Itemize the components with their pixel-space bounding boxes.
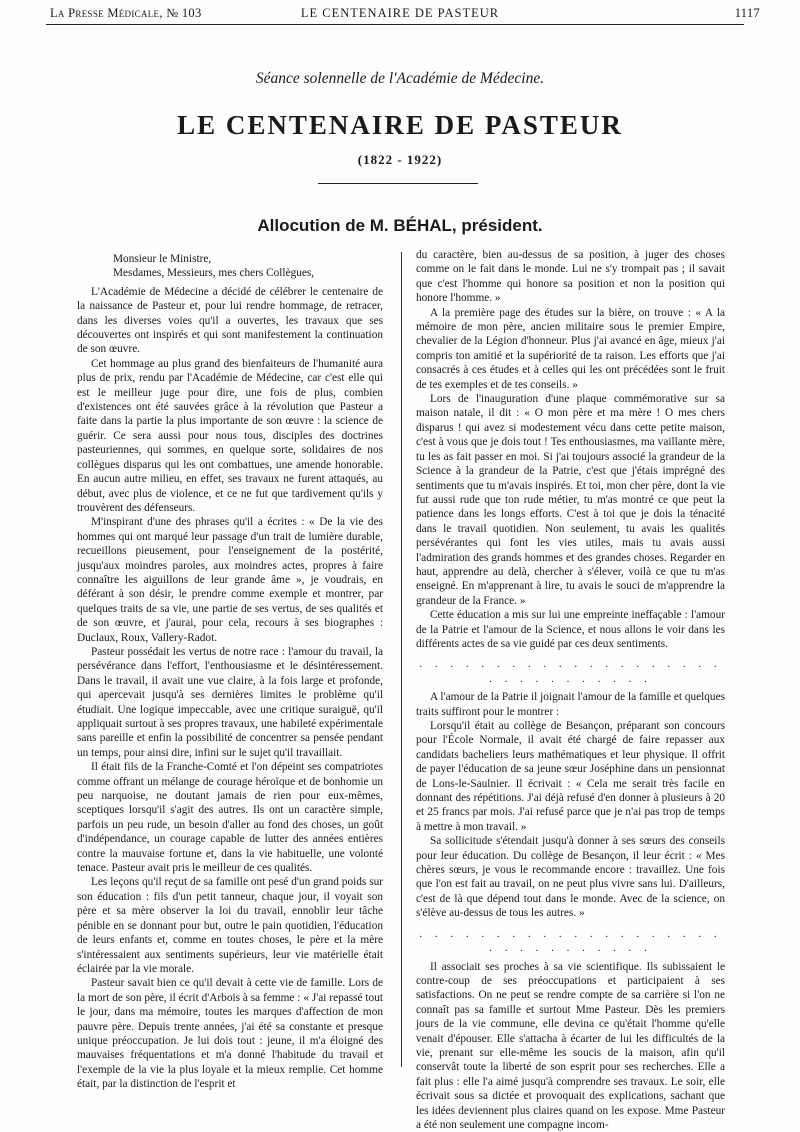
paragraph: A l'amour de la Patrie il joignait l'amour de la famille et quelques traits suffiront pour le montrer : [416,690,725,719]
paragraph: Cette éducation a mis sur lui une empreinte ineffaçable : l'amour de la Patrie et l'amour de la Science, et nous allons le voir dans les différents actes de sa vie guidé par ces deux sentiments. [416,608,725,651]
article-dates: (1822 - 1922) [0,152,800,168]
paragraph: Il associait ses proches à sa vie scientifique. Ils subissaient le contre-coup de ses préoccupations et participaient à ses satisfactions. On ne peut se rendre compte de sa carrière si l'on ne connaît pas sa famille et surtout Mme Pasteur. Dès les premiers jours de la vie commune, elle devina ce qu'était l'homme qu'elle venait d'épouser. Elle s'attacha à écarter de lui les difficultés de la vie, prenant sur elle-même les soucis de la maison, afin qu'il conservât toute la liberté de son esprit pour ses recherches. Elle a fait plus : elle l'a aimé jusqu'à comprendre ses travaux. Le soir, elle écrivait sous sa dictée et provoquait des explications, sachant que les idées deviennent plus claires quand on les expose. Mme Pasteur a été non seulement une compagne incom- [416,960,725,1132]
paragraph: Pasteur savait bien ce qu'il devait à cette vie de famille. Lors de la mort de son père, il écrit d'Arbois à sa femme : « J'ai repassé tout le jour, dans ma mémoire, toutes les marques d'affection de mon pauvre père. Depuis trente années, j'ai été sa constante et presque unique préoccupation. Je lui dois tout : jeune, il m'a éloigné des mauvaises fréquentations et m'a donné l'habitude du travail et l'exemple de la vie la plus loyale et la mieux remplie. Cet homme était, par la distinction de l'esprit et [77,976,383,1091]
section-dots: . . . . . . . . . . . . . . . . . . . . . . . . . . . . . . . [416,657,725,686]
salutation-line: Mesdames, Messieurs, mes chers Collègues, [77,266,383,280]
paragraph: Lors de l'inauguration d'une plaque commémorative sur sa maison natale, il dit : « O mon père et ma mère ! O mes chers disparus ! qui avez si modestement vécu dans cette petite maison, c'est à vous que je dois tout ! Tes enthousiasmes, ma vaillante mère, tu les as fait passer en moi. Si j'ai toujours associé la grandeur de la Science à la grandeur de la Patrie, c'est que j'étais imprégné des sentiments que tu m'avais inspirés. Et toi, mon cher père, dont la vie fut aussi rude que ton rude métier, tu m'as montré ce que peut la patience dans les longs efforts. C'est à toi que je dois la ténacité dans le travail quotidien. Non seulement, tu avais les qualités persévérantes qui font les vies utiles, mais tu avais aussi l'admiration des grands hommes et des grandes choses. Regarder en haut, apprendre au delà, chercher à s'élever, voilà ce que tu m'as enseigné. En m'apprenant à lire, tu avais le souci de m'apprendre la grandeur de la France. » [416,392,725,608]
paragraph: du caractère, bien au-dessus de sa position, à juger des choses comme on le fait dans le monde. Lui ne s'y trompait pas ; il savait que c'est l'homme qui honore sa position et non la position qui honore l'homme. » [416,248,725,306]
paragraph: M'inspirant d'une des phrases qu'il a écrites : « De la vie des hommes qui ont marqué leur passage d'un trait de lumière durable, recueillons pieusement, pour l'enseignement de la postérité, jusqu'aux moindres paroles, aux moindres actes, propres à faire connaître les aiguillons de leur grande âme », je voudrais, en déférant à son désir, le prendre comme exemple et montrer, par quelques traits de sa vie, une partie de ses vertus, de ses qualités et de son œuvre, et j'aurai, pour cela, recours à ses biographes : Duclaux, Roux, Vallery-Radot. [77,515,383,645]
paragraph: L'Académie de Médecine a décidé de célébrer le centenaire de la naissance de Pasteur et, pour lui rendre hommage, de retracer, dans les diverses voies qu'il a ouvertes, les travaux que ses découvertes ont inspirés et qui sont manifestement la continuation de son œuvre. [77,285,383,357]
right-column [416,248,725,1132]
seance-subtitle: Séance solennelle de l'Académie de Médecine. [0,70,800,88]
paragraph: Il était fils de la Franche-Comté et l'on dépeint ses compatriotes comme offrant un mélange de courage héroïque et de bonhomie un peu narquoise, ne doutant jamais de rien pour eux-mêmes, sceptiques lorsqu'il s'agit des autres. Ils ont un caractère simple, parfois un peu rude, un besoin d'aller au fond des choses, un goût d'indépendance, un courage capable de lutter des années entières contre la mauvaise fortune et, dans la vie habituelle, une volonté tenace. Pasteur avait pris le meilleur de ces qualités. [77,760,383,875]
column-divider [401,252,402,1067]
running-title: LE CENTENAIRE DE PASTEUR [40,6,760,21]
paragraph: A la première page des études sur la bière, on trouve : « A la mémoire de mon père, ancien militaire sous le premier Empire, chevalier de la Légion d'honneur. Plus j'ai avancé en âge, mieux j'ai compris ton amitié et la supériorité de ta raison. Les efforts que j'ai consacrés à ces études et à celles qui les ont précédées sont le fruit de tes exemples et de tes conseils. » [416,306,725,392]
left-column [77,252,383,1092]
journal-name: La Presse Médicale, № 103 [50,6,202,21]
paragraph: Lorsqu'il était au collège de Besançon, préparant son concours pour l'École Normale, il avait été chargé de faire repasser aux candidats bacheliers leurs mathématiques et leur physique. Il offrit de payer l'éducation de sa jeune sœur Joséphine dans un pensionnat de Lons-le-Saulnier. Il écrivait : « Cela me serait très facile en donnant des répétitions. J'ai déjà refusé d'en donner à plusieurs à 20 et 25 francs par mois. J'ai refusé parce que je n'ai pas trop de temps à mettre à mon travail. » [416,719,725,834]
title-rule [318,183,478,184]
article-title: LE CENTENAIRE DE PASTEUR [0,110,800,141]
header-rule [46,24,744,25]
paragraph: Les leçons qu'il reçut de sa famille ont pesé d'un grand poids sur son éducation : fils d'un petit tanneur, chaque jour, il voyait son père et sa mère observer la loi du travail, ennoblir leur tâche pénible en se donnant pour but, outre le pain quotidien, l'éducation de leurs enfants et, comme en toutes choses, le père et la mère s'intéressaient aux sentiments supérieurs, leur vie matérielle était éclairée par la vie morale. [77,875,383,976]
paragraph: Sa sollicitude s'étendait jusqu'à donner à ses sœurs des conseils pour leur éducation. Du collège de Besançon, il leur écrit : « Mes chères sœurs, je vous le recommande encore : travaillez. Une fois que l'on est fait au travail, on ne peut plus vivre sans lui. D'ailleurs, c'est de là que dépend tout dans le monde. Avec de la science, on s'élève au-dessus de tous les autres. » [416,834,725,920]
salutation-line: Monsieur le Ministre, [77,252,383,266]
page-number: 1117 [735,6,760,21]
paragraph: Pasteur possédait les vertus de notre race : l'amour du travail, la persévérance dans l'effort, l'enthousiasme et le désintéressement. Dans le travail, il avait une vue claire, à la fois large et profonde, qui apercevait jusqu'à ses dernières limites le problème qu'il étudiait. Une logique impeccable, avec une critique suraiguë, qu'il appliquait surtout à ses propres travaux, une habileté expérimentale sans pareille et enfin la possibilité de concentrer sa pensée pendant un temps, pour ainsi dire, infini sur le sujet qu'il travaillait. [77,645,383,760]
running-header [40,6,760,22]
allocution-heading: Allocution de M. BÉHAL, président. [0,216,800,236]
section-dots: . . . . . . . . . . . . . . . . . . . . . . . . . . . . . . . [416,927,725,956]
paragraph: Cet hommage au plus grand des bienfaiteurs de l'humanité aura plus de prix, rendu par l'Académie de Médecine, car c'est elle qui est le meilleur juge pour dire, une fois de plus, combien d'existences ont été sauvées grâce à la révolution que Pasteur a faite dans la partie la plus importante de son œuvre : la science de guérir. Ce sera aussi pour nous tous, disciples des doctrines pasteuriennes, qui sommes, en quelque sorte, solidaires de nos collègues disparus qui les ont combattues, une amende honorable. En aucun autre milieu, en effet, ses travaux ne furent attaqués, au début, avec plus de violence, et ce ne fut que tardivement qu'ils y trouvèrent des défenseurs. [77,357,383,515]
